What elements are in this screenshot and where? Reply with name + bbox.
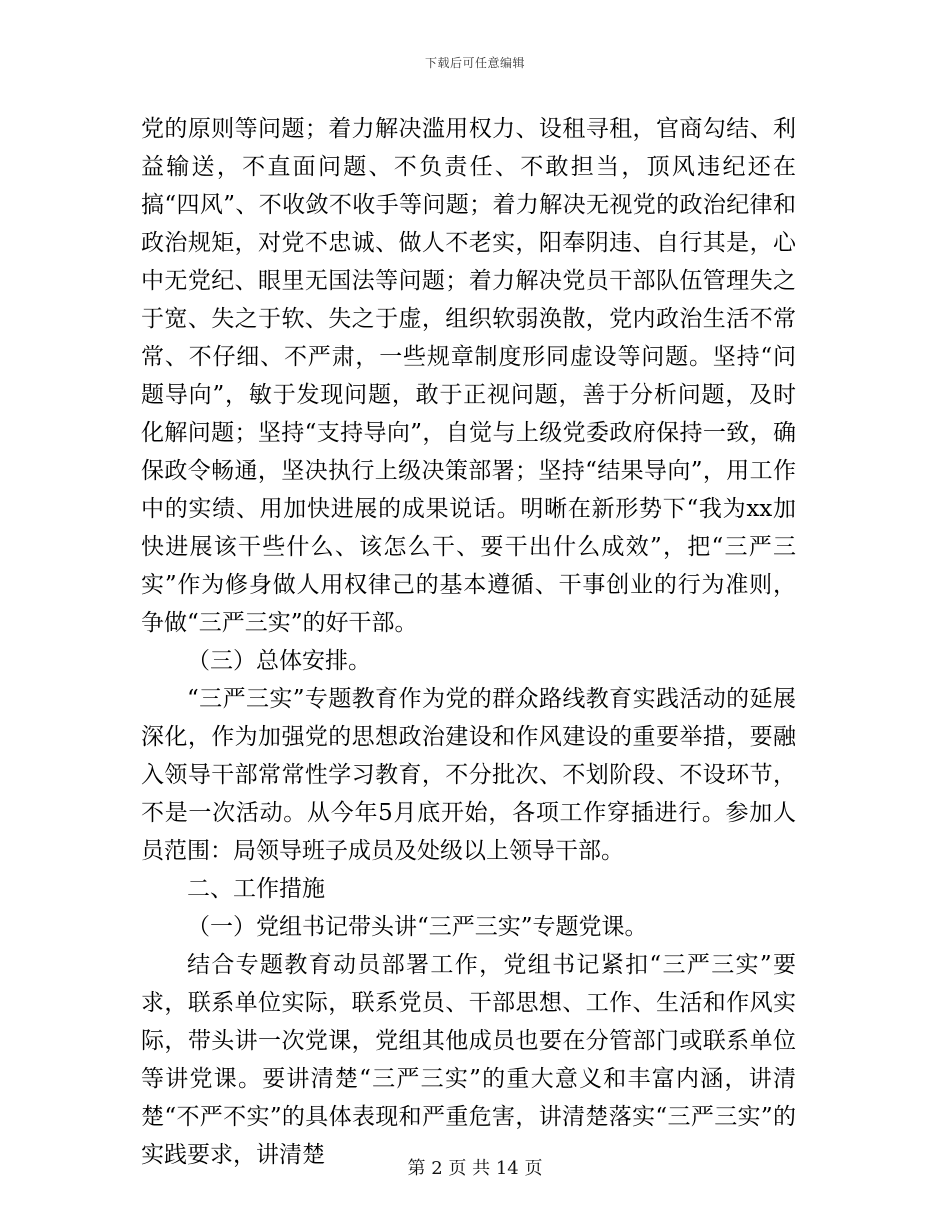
page-number-footer: 第 2 页 共 14 页 xyxy=(407,1158,543,1179)
document-body xyxy=(141,110,796,1174)
section-heading-work-measures: 二、工作措施 xyxy=(187,876,325,902)
paragraph-continuation: 党的原则等问题；着力解决滥用权力、设租寻租，官商勾结、利益输送，不直面问题、不负责任、不敢担当，顶风违纪还在搞“四风”、不收敛不收手等问题；着力解决无视党的政治纪律和政治规矩，对党不忠诚、做人不老实，阳奉阴违、自行其是，心中无党纪、眼里无国法等问题；着力解决党员干部队伍管理失之于宽、失之于软、失之于虚，组织软弱涣散，党内政治生活不常常、不仔细、不严肃，一些规章制度形同虚设等问题。坚持“问题导向”，敏于发现问题，敢于正视问题，善于分析问题，及时化解问题；坚持“支持导向”，自觉与上级党委政府保持一致，确保政令畅通，坚决执行上级决策部署；坚持“结果导向”，用工作中的实绩、用加快进展的成果说话。明晰在新形势下“我为xx加快进展该干些什么、该怎么干、要干出什么成效”，把“三严三实”作为修身做人用权律己的基本遵循、干事创业的行为准则，争做“三严三实”的好干部。 xyxy=(141,116,796,636)
header-note: 下载后可任意编辑 xyxy=(424,56,525,70)
paragraph-party-lecture: 结合专题教育动员部署工作，党组书记紧扣“三严三实”要求，联系单位实际，联系党员、干部思想、工作、生活和作风实际，带头讲一次党课，党组其他成员也要在分管部门或联系单位等讲党课。要讲清楚“三严三实”的重大意义和丰富内涵，讲清楚“不严不实”的具体表现和严重危害，讲清楚落实“三严三实”的实践要求，讲清楚 xyxy=(141,952,796,1168)
section-heading-overall-arrangement: （三）总体安排。 xyxy=(187,648,371,674)
subsection-heading-party-lecture: （一）党组书记带头讲“三严三实”专题党课。 xyxy=(187,914,648,940)
paragraph-overall-arrangement: “三严三实”专题教育作为党的群众路线教育实践活动的延展深化，作为加强党的思想政治建设和作风建设的重要举措，要融入领导干部常常性学习教育，不分批次、不划阶段、不设环节，不是一次活动。从今年5月底开始，各项工作穿插进行。参加人员范围：局领导班子成员及处级以上领导干部。 xyxy=(141,686,796,864)
